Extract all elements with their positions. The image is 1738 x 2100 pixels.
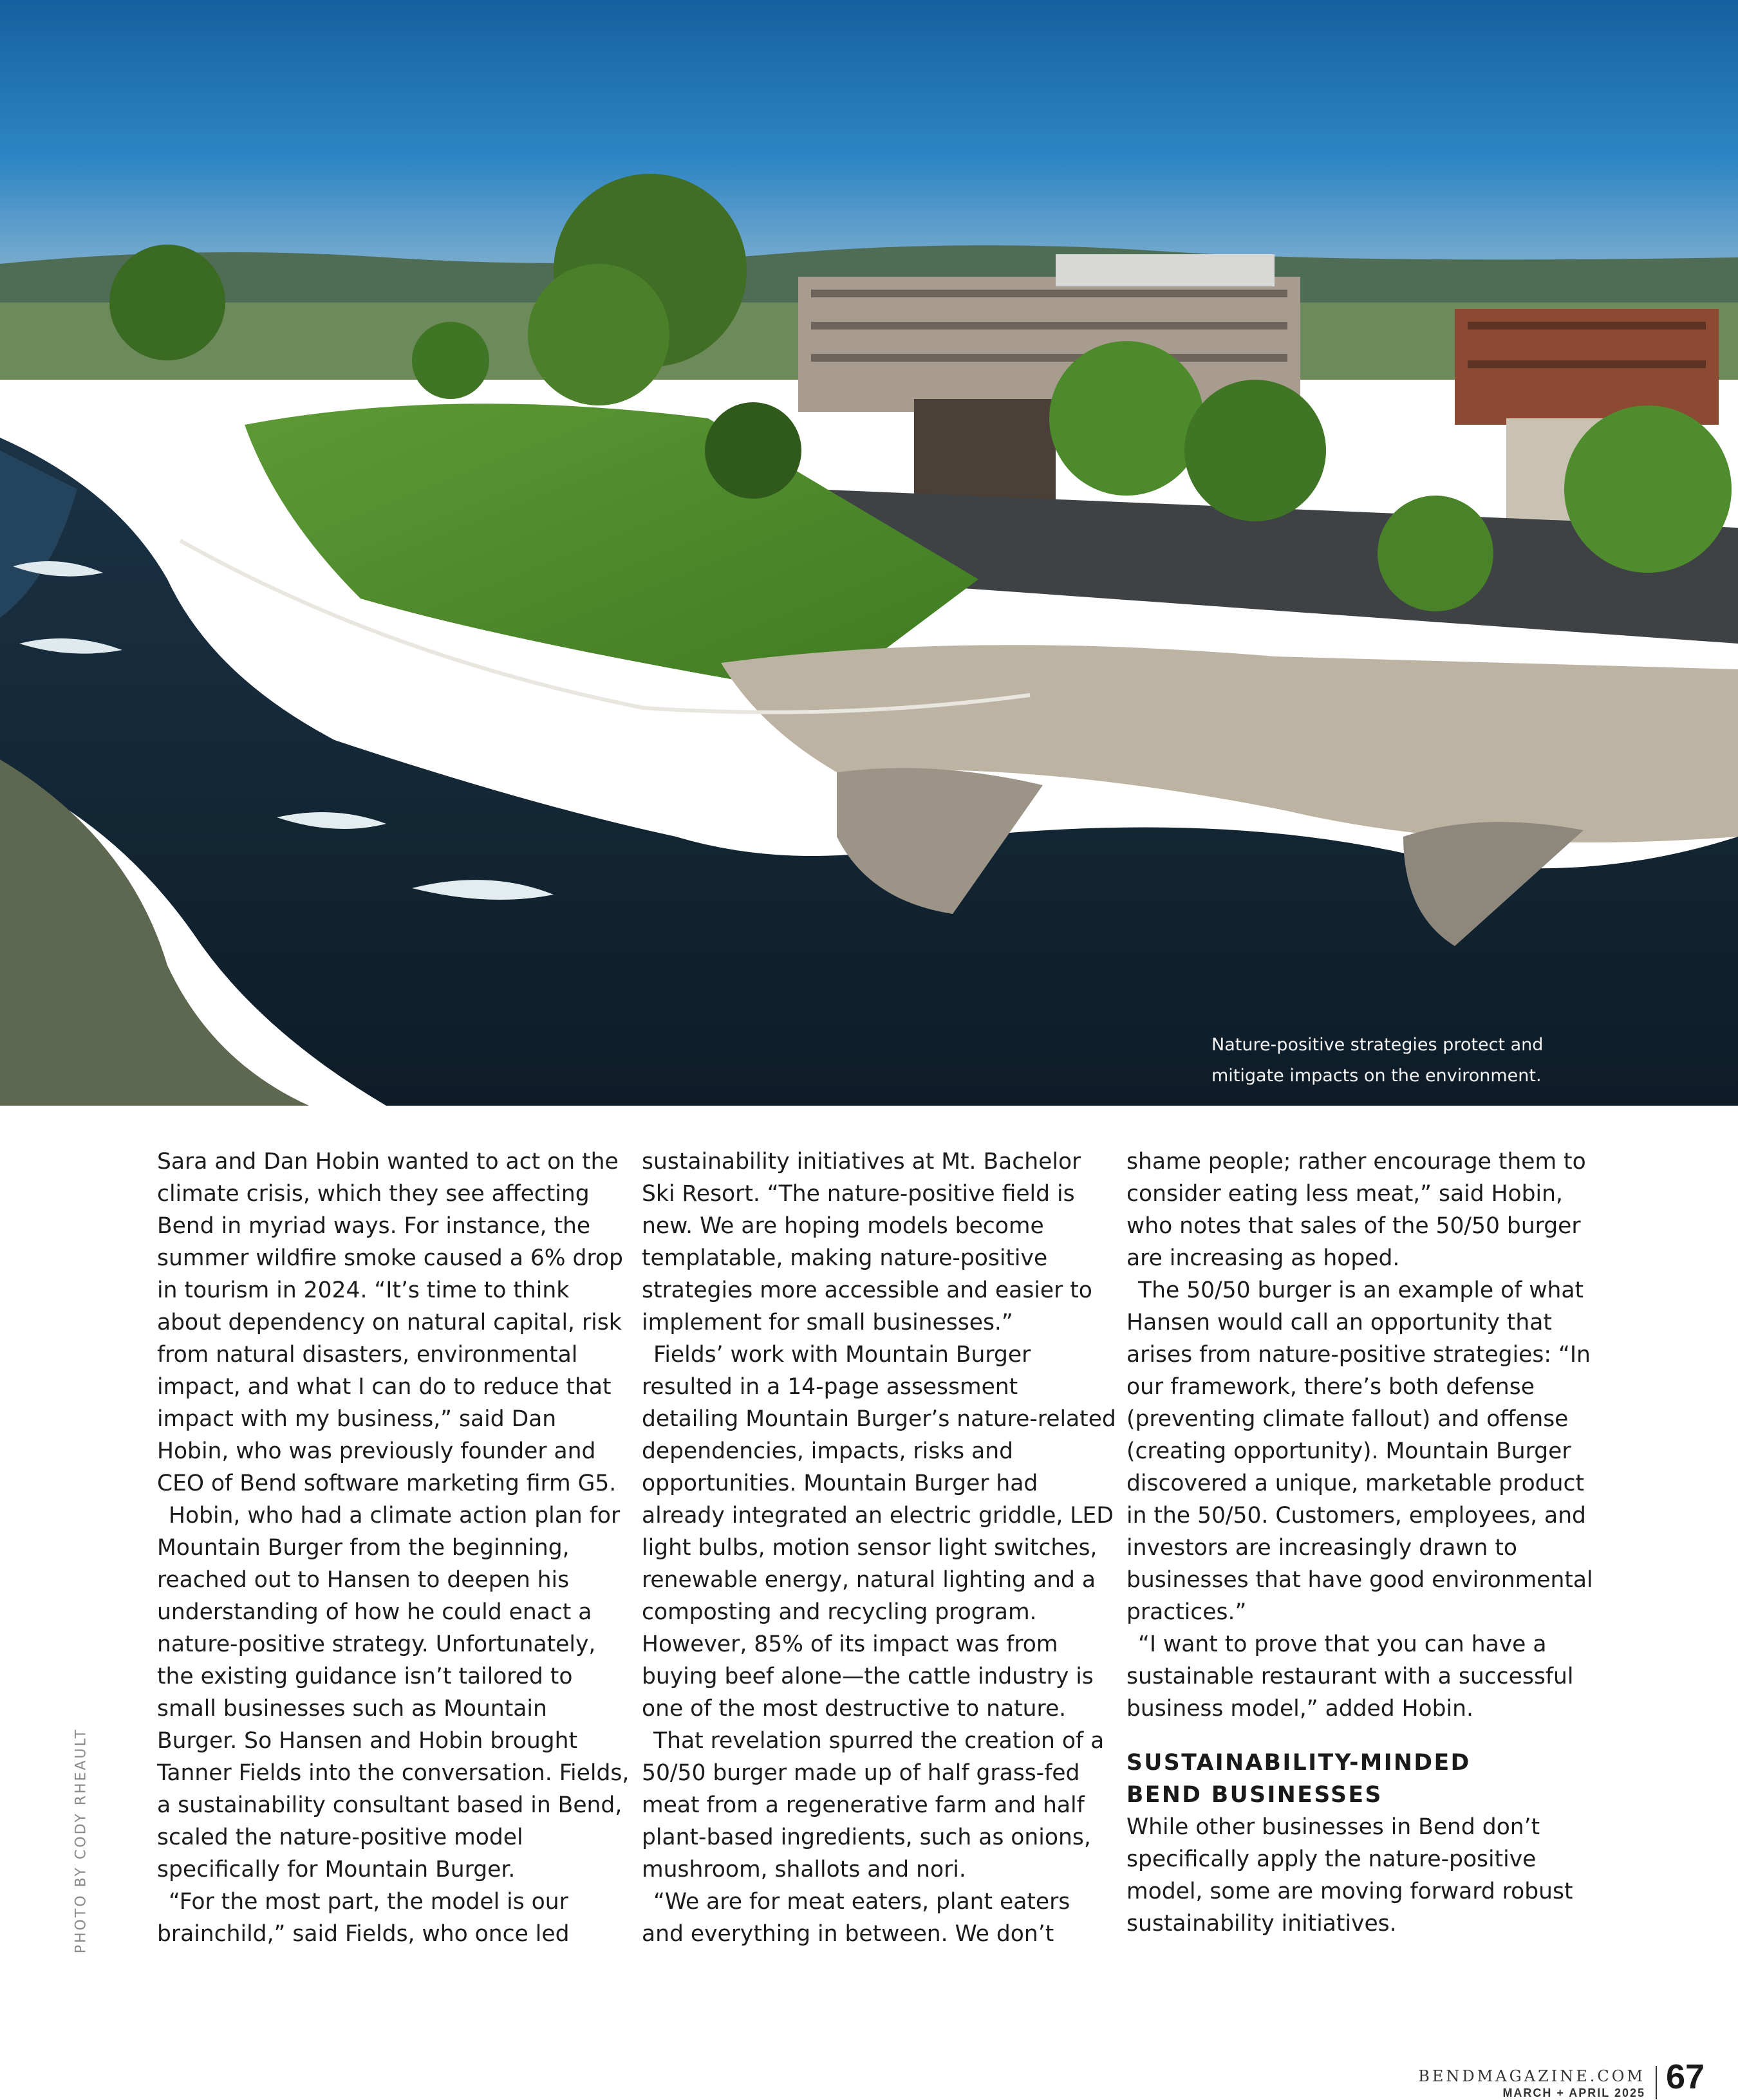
paragraph: “For the most part, the model is our brainchild,” said Fields, who once led bbox=[157, 1889, 570, 1947]
article-column-3 bbox=[1126, 1146, 1603, 1940]
paragraph: “We are for meat eaters, plant eaters and everything in between. We don’t bbox=[642, 1889, 1070, 1947]
paragraph: shame people; rather encourage them to consider eating less meat,” said Hobin, who notes that sales of the 50/50 burger are increasing as hoped. bbox=[1126, 1149, 1586, 1271]
section-subhead bbox=[1126, 1747, 1603, 1811]
photo-credit: PHOTO BY CODY RHEAULT bbox=[73, 1727, 89, 1954]
photo-caption-line: mitigate impacts on the environment. bbox=[1211, 1066, 1542, 1086]
article-column-2 bbox=[642, 1146, 1118, 1950]
paragraph: Hobin, who had a climate action plan for Mountain Burger from the beginning, reached out to Hansen to deepen his understanding of how he could enact a nature-positive strategy. Unfortunately, the existing guidance isn’t tailored to small businesses such as Mountain Burger. So Hansen and Hobin brought Tanner Fields into the conversation. Fields, a sustainability consultant based in Bend, scaled the nature-positive model specifically for Mountain Burger. bbox=[157, 1503, 630, 1882]
paragraph: The 50/50 burger is an example of what Hansen would call an opportunity that arises from nature-positive strategies: “In our framework, there’s both defense (preventing climate fallout) and offense (creating opportunity). Mountain Burger discovered a unique, marketable product in the 50/50. Customers, employees, and investors are increasingly drawn to businesses that have good environmental practices.” bbox=[1126, 1278, 1593, 1625]
paragraph: Fields’ work with Mountain Burger resulted in a 14-page assessment detailing Mountain Burger’s nature-related dependencies, impacts, risks and opportunities. Mountain Burger had already integrated an electric griddle, LED light bulbs, motion sensor light switches, renewable energy, natural lighting and a composting and recycling program. However, 85% of its impact was from buying beef alone—the cattle industry is one of the most destructive to nature. bbox=[642, 1342, 1116, 1722]
paragraph: “I want to prove that you can have a sustainable restaurant with a successful business model,” added Hobin. bbox=[1126, 1631, 1574, 1722]
footer-divider bbox=[1656, 2066, 1657, 2099]
paragraph: While other businesses in Bend don’t specifically apply the nature-positive model, some are moving forward robust sustainability initiatives. bbox=[1126, 1814, 1573, 1937]
footer-issue-date: MARCH + APRIL 2025 bbox=[1502, 2086, 1645, 2099]
section-label bbox=[1648, 0, 1699, 257]
subhead-line: BEND BUSINESSES bbox=[1126, 1782, 1383, 1808]
page-number: 67 bbox=[1666, 2058, 1705, 2096]
paragraph: That revelation spurred the creation of a 50/50 burger made up of half grass-fed meat from a regenerative farm and half plant-based ingredients, such as onions, mushroom, shallots and nori. bbox=[642, 1728, 1105, 1882]
footer-website: BENDMAGAZINE.COM bbox=[1418, 2067, 1645, 2085]
paragraph: Sara and Dan Hobin wanted to act on the climate crisis, which they see affecting Bend in myriad ways. For instance, the summer wildfire smoke caused a 6% drop in tourism in 2024. “It’s time to think about dependency on natural capital, risk from natural disasters, environmental impact, and what I can do to reduce that impact with my business,” said Dan Hobin, who was previously founder and CEO of Bend software marketing firm G5. bbox=[157, 1149, 623, 1496]
paragraph: sustainability initiatives at Mt. Bachelor Ski Resort. “The nature-positive field is new. We are hoping models become templatable, making nature-positive strategies more accessible and easier to implement for small businesses.” bbox=[642, 1149, 1092, 1335]
subhead-line: SUSTAINABILITY-MINDED bbox=[1126, 1750, 1471, 1776]
photo-caption-line: Nature-positive strategies protect and bbox=[1211, 1035, 1544, 1055]
photo-caption bbox=[1211, 1030, 1546, 1092]
article-column-1 bbox=[157, 1146, 633, 1950]
